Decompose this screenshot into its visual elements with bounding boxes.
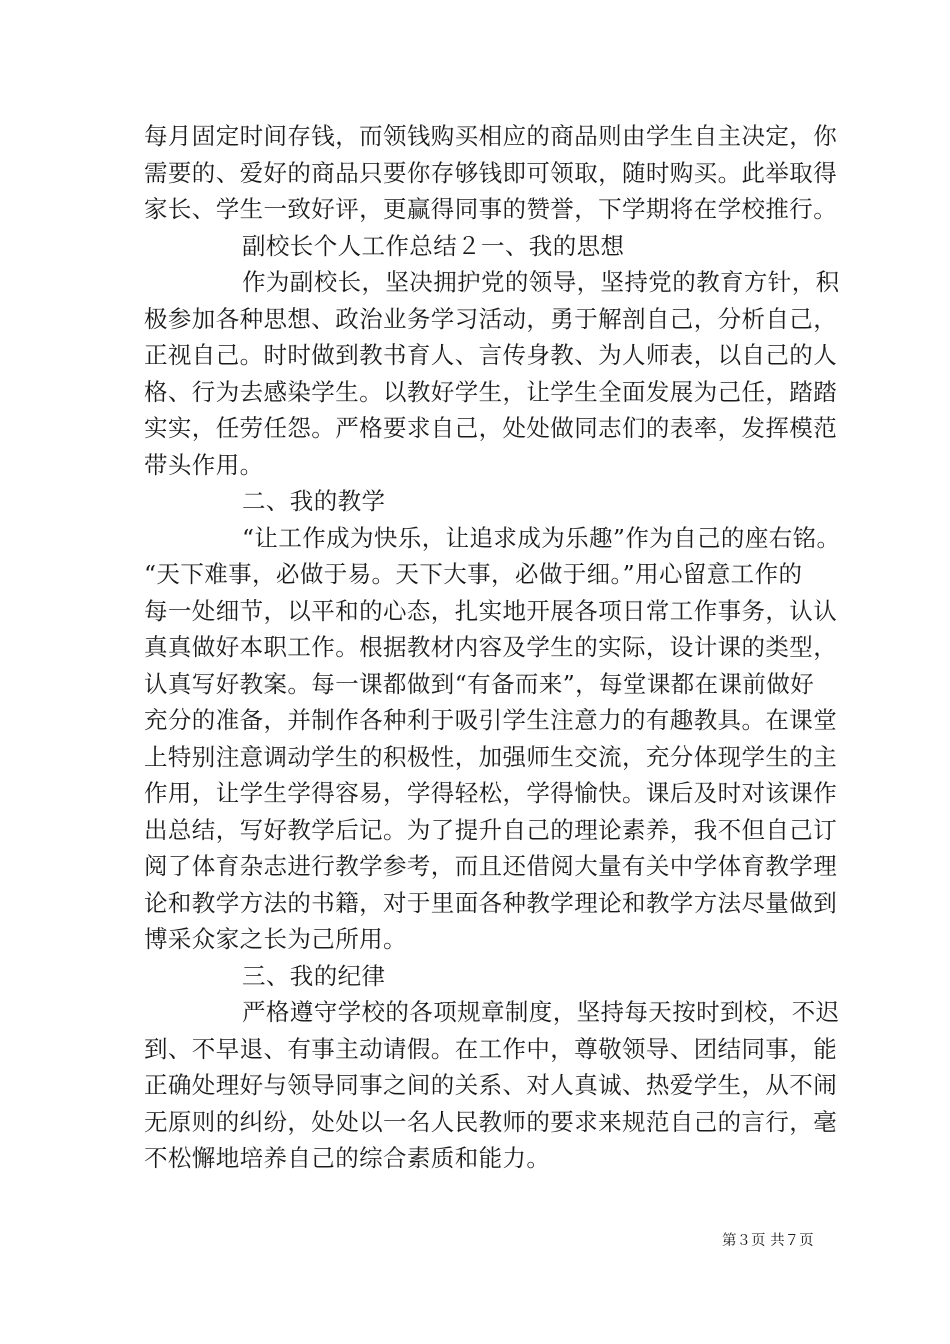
body-line: 到、不早退、有事主动请假。在工作中，尊敬领导、团结同事，能: [144, 1034, 838, 1063]
body-line: 需要的、爱好的商品只要你存够钱即可领取，随时购买。此举取得: [144, 158, 838, 187]
paragraph-first-line: 严格遵守学校的各项规章制度，坚持每天按时到校，不迟: [242, 998, 840, 1026]
body-line: 正视自己。时时做到教书育人、言传身教、为人师表，以自己的人: [144, 341, 838, 369]
body-line: 格、行为去感染学生。以教好学生，让学生全面发展为己任，踏踏: [144, 377, 838, 406]
body-line: 认真写好教案。每一课都做到“有备而来”，每堂课都在课前做好: [144, 669, 815, 698]
body-line: 充分的准备，并制作各种利于吸引学生注意力的有趣教具。在课堂: [144, 706, 838, 734]
body-line: 每月固定时间存钱，而领钱购买相应的商品则由学生自主决定，你: [144, 122, 838, 150]
section-heading-thoughts: 副校长个人工作总结２一、我的思想: [242, 231, 625, 260]
body-line: 实实，任劳任怨。严格要求自己，处处做同志们的表率，发挥模范: [144, 414, 838, 442]
body-line: 作用，让学生学得容易，学得轻松，学得愉快。课后及时对该课作: [144, 779, 838, 807]
body-line: 每一处细节，以平和的心态，扎实地开展各项日常工作事务，认认: [144, 596, 838, 625]
page-number-footer: 第３页 共７页: [722, 1233, 814, 1249]
section-heading-teaching: 二、我的教学: [242, 487, 386, 515]
body-line: 家长、学生一致好评，更赢得同事的赞誉，下学期将在学校推行。: [144, 195, 838, 223]
body-line: “天下难事，必做于易。天下大事，必做于细。”用心留意工作的: [144, 560, 803, 588]
section-heading-discipline: 三、我的纪律: [242, 961, 386, 990]
paragraph-first-line: 作为副校长，坚决拥护党的领导，坚持党的教育方针，积: [242, 268, 840, 296]
body-line: 不松懈地培养自己的综合素质和能力。: [144, 1144, 551, 1172]
body-line: 带头作用。: [144, 450, 264, 479]
body-line: 真真做好本职工作。根据教材内容及学生的实际，设计课的类型，: [144, 633, 838, 661]
paragraph-first-line: “让工作成为快乐，让追求成为乐趣”作为自己的座右铭。: [242, 523, 841, 552]
body-line: 极参加各种思想、政治业务学习活动，勇于解剖自己，分析自己，: [144, 304, 838, 333]
body-line: 出总结，写好教学后记。为了提升自己的理论素养，我不但自己订: [144, 815, 838, 844]
body-line: 博采众家之长为己所用。: [144, 925, 407, 953]
body-line: 论和教学方法的书籍，对于里面各种教学理论和教学方法尽量做到: [144, 888, 838, 917]
body-line: 阅了体育杂志进行教学参考，而且还借阅大量有关中学体育教学理: [144, 852, 838, 880]
body-line: 无原则的纠纷，处处以一名人民教师的要求来规范自己的言行，毫: [144, 1107, 838, 1136]
document-body: [144, 118, 841, 1177]
body-line: 正确处理好与领导同事之间的关系、对人真诚、热爱学生，从不闹: [144, 1071, 838, 1099]
body-line: 上特别注意调动学生的积极性，加强师生交流，充分体现学生的主: [144, 742, 838, 771]
